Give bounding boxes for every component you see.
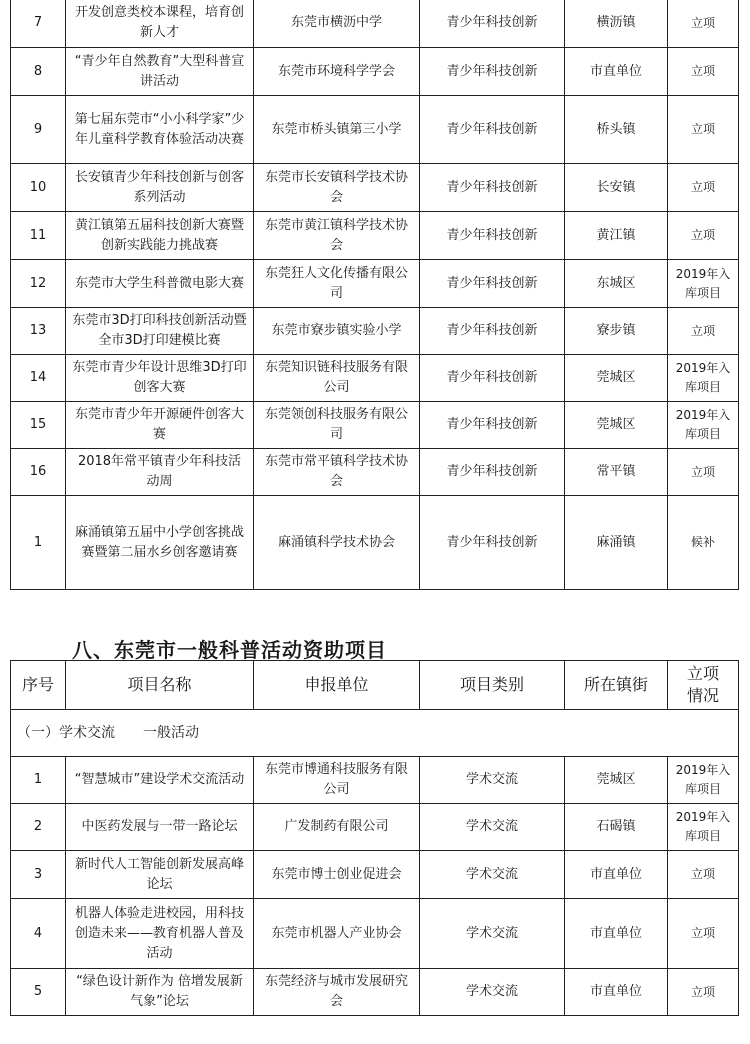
cell-name: 新时代人工智能创新发展高峰论坛 xyxy=(66,851,254,899)
cell-name: 长安镇青少年科技创新与创客系列活动 xyxy=(66,164,254,212)
cell-town: 市直单位 xyxy=(565,48,668,96)
cell-name: 东莞市青少年设计思维3D打印创客大赛 xyxy=(66,355,254,402)
cell-town: 市直单位 xyxy=(565,899,668,969)
cell-unit: 麻涌镇科学技术协会 xyxy=(254,496,420,590)
cell-status: 2019年入库项目 xyxy=(668,260,739,308)
cell-unit: 东莞市横沥中学 xyxy=(254,0,420,48)
cell-status: 立项 xyxy=(668,212,739,260)
cell-no: 1 xyxy=(11,757,66,804)
cell-category: 青少年科技创新 xyxy=(420,164,565,212)
cell-name: “青少年自然教育”大型科普宣讲活动 xyxy=(66,48,254,96)
cell-no: 2 xyxy=(11,804,66,851)
subheader-right: 一般活动 xyxy=(143,725,199,741)
cell-status: 立项 xyxy=(668,96,739,164)
cell-town: 寮步镇 xyxy=(565,308,668,355)
cell-town: 莞城区 xyxy=(565,757,668,804)
cell-unit: 东莞经济与城市发展研究会 xyxy=(254,969,420,1016)
subheader-left: （一）学术交流 xyxy=(17,725,115,741)
table-row xyxy=(11,260,739,308)
cell-status: 立项 xyxy=(668,48,739,96)
cell-name: 2018年常平镇青少年科技活动周 xyxy=(66,449,254,496)
cell-no: 5 xyxy=(11,969,66,1016)
cell-no: 11 xyxy=(11,212,66,260)
cell-town: 横沥镇 xyxy=(565,0,668,48)
cell-name: 黄江镇第五届科技创新大赛暨创新实践能力挑战赛 xyxy=(66,212,254,260)
cell-status: 2019年入库项目 xyxy=(668,804,739,851)
table-row xyxy=(11,96,739,164)
cell-status: 2019年入库项目 xyxy=(668,757,739,804)
table-row xyxy=(11,757,739,804)
cell-unit: 东莞市环境科学学会 xyxy=(254,48,420,96)
cell-name: 第七届东莞市“小小科学家”少年儿童科学教育体验活动决赛 xyxy=(66,96,254,164)
table-row xyxy=(11,355,739,402)
cell-no: 7 xyxy=(11,0,66,48)
table-row xyxy=(11,212,739,260)
cell-unit: 东莞市寮步镇实验小学 xyxy=(254,308,420,355)
header-status: 立项情况 xyxy=(668,661,739,710)
table-row xyxy=(11,402,739,449)
cell-name: 东莞市青少年开源硬件创客大赛 xyxy=(66,402,254,449)
cell-town: 石碣镇 xyxy=(565,804,668,851)
cell-unit: 东莞市博士创业促进会 xyxy=(254,851,420,899)
cell-name: 中医药发展与一带一路论坛 xyxy=(66,804,254,851)
cell-unit: 东莞市常平镇科学技术协会 xyxy=(254,449,420,496)
cell-unit: 东莞知识链科技服务有限公司 xyxy=(254,355,420,402)
cell-unit: 东莞市桥头镇第三小学 xyxy=(254,96,420,164)
cell-unit: 东莞狂人文化传播有限公司 xyxy=(254,260,420,308)
table-row xyxy=(11,48,739,96)
cell-no: 9 xyxy=(11,96,66,164)
header-no: 序号 xyxy=(11,661,66,710)
cell-status: 立项 xyxy=(668,969,739,1016)
cell-category: 学术交流 xyxy=(420,969,565,1016)
cell-no: 12 xyxy=(11,260,66,308)
cell-name: 东莞市大学生科普微电影大赛 xyxy=(66,260,254,308)
cell-unit: 广发制药有限公司 xyxy=(254,804,420,851)
cell-category: 学术交流 xyxy=(420,757,565,804)
header-unit: 申报单位 xyxy=(254,661,420,710)
cell-category: 青少年科技创新 xyxy=(420,212,565,260)
cell-name: “智慧城市”建设学术交流活动 xyxy=(66,757,254,804)
table-row xyxy=(11,164,739,212)
cell-status: 立项 xyxy=(668,164,739,212)
cell-no: 1 xyxy=(11,496,66,590)
cell-unit: 东莞市机器人产业协会 xyxy=(254,899,420,969)
header-name: 项目名称 xyxy=(66,661,254,710)
table-row xyxy=(11,899,739,969)
cell-unit: 东莞市博通科技服务有限公司 xyxy=(254,757,420,804)
table-row xyxy=(11,851,739,899)
cell-status: 立项 xyxy=(668,449,739,496)
cell-name: 开发创意类校本课程，培育创新人才 xyxy=(66,0,254,48)
cell-town: 市直单位 xyxy=(565,851,668,899)
cell-status: 2019年入库项目 xyxy=(668,355,739,402)
cell-category: 青少年科技创新 xyxy=(420,48,565,96)
cell-town: 桥头镇 xyxy=(565,96,668,164)
cell-category: 青少年科技创新 xyxy=(420,449,565,496)
cell-no: 14 xyxy=(11,355,66,402)
projects-table-youth xyxy=(10,0,739,590)
cell-category: 青少年科技创新 xyxy=(420,308,565,355)
table-row xyxy=(11,804,739,851)
projects-table-youth-body xyxy=(11,0,739,590)
cell-category: 学术交流 xyxy=(420,804,565,851)
cell-status: 2019年入库项目 xyxy=(668,402,739,449)
cell-no: 13 xyxy=(11,308,66,355)
cell-category: 青少年科技创新 xyxy=(420,260,565,308)
table-row xyxy=(11,308,739,355)
cell-category: 青少年科技创新 xyxy=(420,402,565,449)
cell-no: 15 xyxy=(11,402,66,449)
cell-name: “绿色设计新作为 倍增发展新气象”论坛 xyxy=(66,969,254,1016)
cell-unit: 东莞领创科技服务有限公司 xyxy=(254,402,420,449)
cell-unit: 东莞市长安镇科学技术协会 xyxy=(254,164,420,212)
cell-category: 青少年科技创新 xyxy=(420,96,565,164)
cell-name: 麻涌镇第五届中小学创客挑战赛暨第二届水乡创客邀请赛 xyxy=(66,496,254,590)
cell-no: 16 xyxy=(11,449,66,496)
cell-category: 学术交流 xyxy=(420,851,565,899)
header-category: 项目类别 xyxy=(420,661,565,710)
cell-status: 立项 xyxy=(668,308,739,355)
cell-no: 4 xyxy=(11,899,66,969)
cell-name: 机器人体验走进校园，用科技创造未来——教育机器人普及活动 xyxy=(66,899,254,969)
subheader-row xyxy=(11,710,739,757)
cell-town: 常平镇 xyxy=(565,449,668,496)
header-town: 所在镇街 xyxy=(565,661,668,710)
cell-category: 青少年科技创新 xyxy=(420,355,565,402)
table-row xyxy=(11,496,739,590)
cell-no: 8 xyxy=(11,48,66,96)
projects-table-general xyxy=(10,660,739,1016)
cell-unit: 东莞市黄江镇科学技术协会 xyxy=(254,212,420,260)
projects-table-general-body xyxy=(11,710,739,1016)
cell-town: 东城区 xyxy=(565,260,668,308)
cell-status: 候补 xyxy=(668,496,739,590)
table-row xyxy=(11,969,739,1016)
cell-town: 莞城区 xyxy=(565,355,668,402)
subheader-cell xyxy=(11,710,739,757)
cell-town: 长安镇 xyxy=(565,164,668,212)
cell-no: 3 xyxy=(11,851,66,899)
cell-category: 青少年科技创新 xyxy=(420,496,565,590)
cell-category: 学术交流 xyxy=(420,899,565,969)
cell-category: 青少年科技创新 xyxy=(420,0,565,48)
cell-town: 莞城区 xyxy=(565,402,668,449)
cell-status: 立项 xyxy=(668,0,739,48)
cell-status: 立项 xyxy=(668,851,739,899)
cell-town: 麻涌镇 xyxy=(565,496,668,590)
cell-name: 东莞市3D打印科技创新活动暨全市3D打印建模比赛 xyxy=(66,308,254,355)
table-row xyxy=(11,449,739,496)
cell-status: 立项 xyxy=(668,899,739,969)
cell-no: 10 xyxy=(11,164,66,212)
header-row xyxy=(11,661,739,710)
cell-town: 市直单位 xyxy=(565,969,668,1016)
cell-town: 黄江镇 xyxy=(565,212,668,260)
table-row xyxy=(11,0,739,48)
section-title: 八、东莞市一般科普活动资助项目 xyxy=(72,638,387,662)
